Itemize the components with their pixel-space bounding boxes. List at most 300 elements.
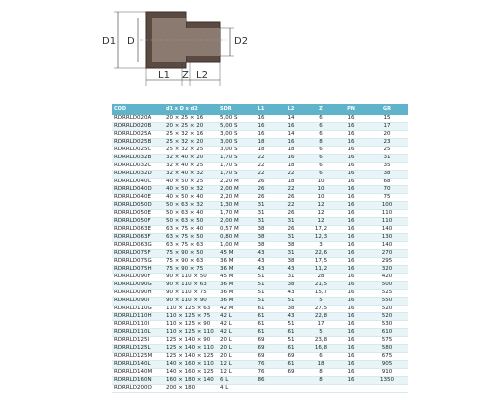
table-row	[112, 265, 408, 273]
table-cell-gr: 110	[366, 210, 408, 218]
table-cell-sdr: 36 M	[218, 265, 246, 273]
table-row	[112, 218, 408, 226]
table-cell-code: RDRRLD063E	[112, 226, 164, 234]
table-cell-gr: 15	[366, 115, 408, 122]
table-cell-l2: 16	[276, 138, 306, 146]
table-cell-pn: 16	[336, 353, 366, 361]
table-cell-code: RDRRLD050D	[112, 202, 164, 210]
table-cell-gr: 100	[366, 202, 408, 210]
table-cell-l1: 76	[246, 369, 276, 377]
table-cell-gr: 610	[366, 329, 408, 337]
table-row	[112, 154, 408, 162]
table-cell-sdr: 2,00 M	[218, 186, 246, 194]
table-cell-dim: 200 × 180	[164, 384, 218, 392]
table-cell-sdr: 42 L	[218, 313, 246, 321]
table-cell-pn: 16	[336, 170, 366, 178]
table-cell-l2: 43	[276, 289, 306, 297]
table-cell-dim: 32 × 40 × 32	[164, 170, 218, 178]
table-cell-dim: 25 × 32 × 16	[164, 130, 218, 138]
table-cell-l1: 51	[246, 281, 276, 289]
table-cell-gr: 140	[366, 226, 408, 234]
table-cell-pn: 16	[336, 138, 366, 146]
table-cell-code: RDRRLD032D	[112, 170, 164, 178]
table-cell-code: RDRRLD090I	[112, 297, 164, 305]
table-cell-dim: 20 × 25 × 20	[164, 122, 218, 130]
table-row	[112, 115, 408, 122]
table-cell-gr: 575	[366, 337, 408, 345]
table-cell-gr: 17	[366, 122, 408, 130]
table-cell-gr: 110	[366, 218, 408, 226]
table-cell-pn: 16	[336, 210, 366, 218]
table-cell-dim: 110 × 125 × 75	[164, 313, 218, 321]
table-cell-sdr: 5,00 S	[218, 115, 246, 122]
table-cell-l1: 43	[246, 249, 276, 257]
table-cell-gr: 70	[366, 186, 408, 194]
table-cell-gr: 905	[366, 361, 408, 369]
table-cell-l1	[246, 384, 276, 392]
table-cell-pn: 16	[336, 115, 366, 122]
table-row	[112, 226, 408, 234]
table-cell-gr: 550	[366, 297, 408, 305]
table-row	[112, 337, 408, 345]
table-cell-dim: 110 × 125 × 63	[164, 305, 218, 313]
table-cell-gr: 530	[366, 321, 408, 329]
table-cell-dim: 90 × 110 × 75	[164, 289, 218, 297]
table-cell-dim: 75 × 90 × 50	[164, 249, 218, 257]
table-row	[112, 202, 408, 210]
table-cell-l2: 43	[276, 313, 306, 321]
table-cell-dim: 50 × 63 × 32	[164, 202, 218, 210]
table-cell-l1: 51	[246, 273, 276, 281]
table-cell-pn: 16	[336, 297, 366, 305]
table-cell-l2: 16	[276, 122, 306, 130]
table-cell-pn: 16	[336, 130, 366, 138]
table-cell-dim: 63 × 75 × 50	[164, 234, 218, 242]
table-cell-gr: 23	[366, 138, 408, 146]
table-cell-l2: 61	[276, 329, 306, 337]
table-row	[112, 273, 408, 281]
table-cell-sdr: 1,00 M	[218, 242, 246, 250]
table-cell-dim: 90 × 110 × 50	[164, 273, 218, 281]
table-cell-z	[306, 384, 336, 392]
table-cell-dim: 40 × 50 × 32	[164, 186, 218, 194]
table-cell-dim: 140 × 160 × 110	[164, 361, 218, 369]
table-cell-sdr: 45 M	[218, 273, 246, 281]
table-cell-pn: 16	[336, 281, 366, 289]
table-cell-code: RDRRLD090F	[112, 273, 164, 281]
table-cell-l1: 22	[246, 170, 276, 178]
table-row	[112, 384, 408, 392]
table-cell-l2: 61	[276, 345, 306, 353]
table-cell-code: RDRRLD040E	[112, 194, 164, 202]
table-cell-sdr: 36 M	[218, 289, 246, 297]
table-cell-sdr: 12 L	[218, 361, 246, 369]
table-cell-l1: 69	[246, 337, 276, 345]
table-cell-l1: 16	[246, 130, 276, 138]
table-cell-dim: 125 × 140 × 125	[164, 353, 218, 361]
table-cell-code: RDRRLD200O	[112, 384, 164, 392]
table-cell-code: RDRRLD160N	[112, 376, 164, 384]
table-cell-z: 6	[306, 122, 336, 130]
table-cell-l1: 38	[246, 226, 276, 234]
table-cell-sdr: 1,70 S	[218, 162, 246, 170]
table-cell-sdr: 2,00 M	[218, 218, 246, 226]
table-cell-pn: 16	[336, 249, 366, 257]
table-cell-pn: 16	[336, 154, 366, 162]
table-cell-l2: 31	[276, 249, 306, 257]
table-cell-l2: 22	[276, 170, 306, 178]
table-cell-sdr: 1,70 S	[218, 154, 246, 162]
table-cell-pn: 16	[336, 313, 366, 321]
table-cell-code: RDRRLD090H	[112, 289, 164, 297]
table-cell-z: 6	[306, 353, 336, 361]
table-cell-dim: 63 × 75 × 40	[164, 226, 218, 234]
table-row	[112, 329, 408, 337]
table-cell-code: RDRRLD075H	[112, 265, 164, 273]
table-cell-pn: 16	[336, 321, 366, 329]
table-cell-pn: 16	[336, 329, 366, 337]
table-cell-z: 23,8	[306, 337, 336, 345]
table-cell-dim: 40 × 50 × 40	[164, 194, 218, 202]
table-cell-z: 5	[306, 297, 336, 305]
table-row	[112, 281, 408, 289]
table-cell-l2: 38	[276, 305, 306, 313]
table-cell-dim: 160 × 180 × 140	[164, 376, 218, 384]
table-cell-sdr: 36 M	[218, 257, 246, 265]
table-row	[112, 130, 408, 138]
table-cell-pn: 16	[336, 178, 366, 186]
table-cell-l1: 61	[246, 329, 276, 337]
table-cell-code: RDRRLD050E	[112, 210, 164, 218]
table-cell-sdr: 42 L	[218, 329, 246, 337]
table-row	[112, 321, 408, 329]
table-row	[112, 138, 408, 146]
table-row	[112, 146, 408, 154]
table-cell-z: 12	[306, 218, 336, 226]
table-row	[112, 313, 408, 321]
table-cell-z: 18	[306, 361, 336, 369]
table-cell-gr: 140	[366, 242, 408, 250]
table-cell-z: 15,7	[306, 289, 336, 297]
table-cell-l1: 61	[246, 313, 276, 321]
table-cell-gr: 520	[366, 313, 408, 321]
table-row	[112, 369, 408, 377]
table-cell-gr: 270	[366, 249, 408, 257]
table-cell-l1: 22	[246, 154, 276, 162]
header-code: COD	[112, 104, 164, 115]
table-cell-pn: 16	[336, 376, 366, 384]
table-cell-z: 12	[306, 210, 336, 218]
table-cell-sdr: 36 M	[218, 297, 246, 305]
table-cell-l1: 26	[246, 194, 276, 202]
table-row	[112, 289, 408, 297]
table-cell-z: 6	[306, 146, 336, 154]
table-cell-l2: 69	[276, 369, 306, 377]
table-cell-dim: 25 × 32 × 25	[164, 146, 218, 154]
table-cell-l2: 51	[276, 321, 306, 329]
table-cell-pn	[336, 384, 366, 392]
table-row	[112, 345, 408, 353]
l2-label: L2	[196, 70, 208, 81]
table-cell-pn: 16	[336, 218, 366, 226]
table-cell-pn: 16	[336, 194, 366, 202]
table-cell-pn: 16	[336, 186, 366, 194]
header-gr: GR	[366, 104, 408, 115]
table-cell-l2: 31	[276, 234, 306, 242]
table-cell-z: 10	[306, 178, 336, 186]
table-cell-dim: 125 × 140 × 90	[164, 337, 218, 345]
header-l2: L2	[276, 104, 306, 115]
table-cell-sdr: 20 L	[218, 337, 246, 345]
table-cell-l1: 43	[246, 257, 276, 265]
table-row	[112, 376, 408, 384]
table-cell-pn: 16	[336, 122, 366, 130]
table-cell-pn: 16	[336, 345, 366, 353]
table-row	[112, 249, 408, 257]
table-cell-l1: 31	[246, 210, 276, 218]
table-cell-z: 10	[306, 194, 336, 202]
table-cell-sdr: 0,80 M	[218, 234, 246, 242]
table-cell-code: RDRRLD110I	[112, 321, 164, 329]
table-row	[112, 297, 408, 305]
table-row	[112, 170, 408, 178]
table-cell-code: RDRRLD075F	[112, 249, 164, 257]
table-cell-code: RDRRLD125L	[112, 345, 164, 353]
table-cell-code: RDRRLD032C	[112, 162, 164, 170]
table-cell-l1: 51	[246, 289, 276, 297]
table-cell-code: RDRRLD075G	[112, 257, 164, 265]
table-cell-sdr: 5,00 S	[218, 122, 246, 130]
table-cell-z: 17,5	[306, 257, 336, 265]
table-cell-l1: 38	[246, 234, 276, 242]
table-cell-sdr: 3,00 S	[218, 130, 246, 138]
table-cell-l1: 18	[246, 138, 276, 146]
table-cell-code: RDRRLD025A	[112, 130, 164, 138]
table-cell-code: RDRRLD110H	[112, 313, 164, 321]
table-cell-pn: 16	[336, 305, 366, 313]
table-cell-z: 6	[306, 115, 336, 122]
table-row	[112, 194, 408, 202]
table-cell-sdr: 1,30 M	[218, 202, 246, 210]
table-cell-code: RDRRLD063F	[112, 234, 164, 242]
table-cell-pn: 16	[336, 202, 366, 210]
table-cell-l2: 51	[276, 297, 306, 305]
table-row	[112, 361, 408, 369]
table-cell-dim: 110 × 125 × 90	[164, 321, 218, 329]
table-cell-sdr: 3,00 S	[218, 146, 246, 154]
table-cell-l1: 26	[246, 178, 276, 186]
table-row	[112, 242, 408, 250]
table-cell-l2: 14	[276, 130, 306, 138]
table-cell-l2	[276, 384, 306, 392]
table-row	[112, 257, 408, 265]
table-cell-gr: 910	[366, 369, 408, 377]
table-row	[112, 162, 408, 170]
table-cell-code: RDRRLD110G	[112, 305, 164, 313]
table-cell-dim: 140 × 160 × 125	[164, 369, 218, 377]
table-cell-pn: 16	[336, 289, 366, 297]
table-cell-l2	[276, 376, 306, 384]
table-cell-sdr: 20 L	[218, 353, 246, 361]
table-cell-gr: 20	[366, 130, 408, 138]
table-cell-l1: 61	[246, 305, 276, 313]
table-cell-gr: 500	[366, 281, 408, 289]
table-cell-l1: 43	[246, 265, 276, 273]
table-cell-gr: 68	[366, 178, 408, 186]
table-cell-l2: 18	[276, 162, 306, 170]
table-cell-sdr: 12 L	[218, 369, 246, 377]
table-cell-dim: 110 × 125 × 110	[164, 329, 218, 337]
table-cell-gr: 35	[366, 162, 408, 170]
table-cell-dim: 20 × 25 × 16	[164, 115, 218, 122]
table-cell-gr: 75	[366, 194, 408, 202]
table-cell-l2: 22	[276, 202, 306, 210]
table-cell-z: 6	[306, 154, 336, 162]
table-cell-l1: 26	[246, 186, 276, 194]
table-row	[112, 234, 408, 242]
table-cell-l2: 61	[276, 361, 306, 369]
table-cell-sdr: 1,70 M	[218, 210, 246, 218]
table-cell-pn: 16	[336, 242, 366, 250]
table-cell-gr: 420	[366, 273, 408, 281]
table-cell-code: RDRRLD040D	[112, 186, 164, 194]
table-cell-z: 6	[306, 130, 336, 138]
table-cell-sdr: 4 L	[218, 384, 246, 392]
table-cell-z: 16,8	[306, 345, 336, 353]
d1-label: D1	[102, 36, 117, 47]
table-cell-z: 6	[306, 162, 336, 170]
table-row	[112, 210, 408, 218]
table-cell-z: 17	[306, 321, 336, 329]
table-cell-z: 12	[306, 202, 336, 210]
table-cell-code: RDRRLD090G	[112, 281, 164, 289]
table-cell-code: RDRRLD025C	[112, 146, 164, 154]
header-l1: L1	[246, 104, 276, 115]
table-cell-z: 8	[306, 138, 336, 146]
table-cell-code: RDRRLD140L	[112, 361, 164, 369]
table-cell-sdr: 1,70 S	[218, 170, 246, 178]
table-cell-l2: 38	[276, 257, 306, 265]
table-cell-dim: 32 × 40 × 20	[164, 154, 218, 162]
table-cell-code: RDRRLD032B	[112, 154, 164, 162]
table-cell-dim: 125 × 140 × 110	[164, 345, 218, 353]
table-cell-l2: 22	[276, 186, 306, 194]
table-cell-l1: 16	[246, 115, 276, 122]
table-cell-sdr: 20 L	[218, 345, 246, 353]
table-cell-gr: 675	[366, 353, 408, 361]
l1-label: L1	[158, 70, 170, 81]
table-cell-l2: 18	[276, 146, 306, 154]
table-cell-z: 6	[306, 170, 336, 178]
table-cell-pn: 16	[336, 234, 366, 242]
table-cell-z: 8	[306, 369, 336, 377]
header-pn: PN	[336, 104, 366, 115]
table-cell-pn: 16	[336, 226, 366, 234]
table-cell-sdr: 42 M	[218, 305, 246, 313]
table-cell-gr: 38	[366, 170, 408, 178]
table-cell-gr: 295	[366, 257, 408, 265]
table-cell-pn: 16	[336, 337, 366, 345]
table-cell-dim: 32 × 40 × 25	[164, 162, 218, 170]
table-cell-gr: 1350	[366, 376, 408, 384]
table-cell-dim: 40 × 50 × 25	[164, 178, 218, 186]
table-cell-code: RDRRLD050F	[112, 218, 164, 226]
reducer-technical-drawing	[100, 0, 270, 92]
table-cell-l1: 16	[246, 122, 276, 130]
table-cell-l1: 18	[246, 146, 276, 154]
table-cell-dim: 75 × 90 × 63	[164, 257, 218, 265]
table-header-row	[112, 104, 408, 115]
table-cell-l1: 51	[246, 297, 276, 305]
reducer-specifications-table	[112, 104, 408, 393]
table-cell-l1: 38	[246, 242, 276, 250]
table-cell-pn: 16	[336, 369, 366, 377]
table-cell-sdr: 2,20 M	[218, 178, 246, 186]
table-cell-z: 11,2	[306, 265, 336, 273]
table-cell-gr: 320	[366, 265, 408, 273]
table-cell-dim: 50 × 63 × 40	[164, 210, 218, 218]
table-cell-gr: 525	[366, 289, 408, 297]
table-cell-l2: 14	[276, 115, 306, 122]
table-row	[112, 178, 408, 186]
table-cell-z: 22,6	[306, 249, 336, 257]
table-cell-z: 3	[306, 242, 336, 250]
table-cell-z: 21,5	[306, 281, 336, 289]
table-cell-sdr: 2,20 M	[218, 194, 246, 202]
table-cell-code: RDRRLD125I	[112, 337, 164, 345]
table-cell-pn: 16	[336, 361, 366, 369]
table-cell-sdr: 0,57 M	[218, 226, 246, 234]
table-cell-z: 28	[306, 273, 336, 281]
table-cell-dim: 63 × 75 × 63	[164, 242, 218, 250]
table-cell-gr	[366, 384, 408, 392]
table-row	[112, 353, 408, 361]
table-cell-z: 27,5	[306, 305, 336, 313]
table-row	[112, 122, 408, 130]
table-cell-l2: 26	[276, 210, 306, 218]
table-cell-gr: 31	[366, 154, 408, 162]
table-cell-l2: 26	[276, 194, 306, 202]
table-cell-code: RDRRLD140M	[112, 369, 164, 377]
table-row	[112, 305, 408, 313]
table-cell-dim: 25 × 32 × 20	[164, 138, 218, 146]
table-cell-l2: 43	[276, 265, 306, 273]
table-cell-code: RDRRLD020A	[112, 115, 164, 122]
table-cell-l1: 69	[246, 345, 276, 353]
table-cell-pn: 16	[336, 146, 366, 154]
table-cell-gr: 520	[366, 305, 408, 313]
table-cell-gr: 25	[366, 146, 408, 154]
d2-label: D2	[234, 36, 249, 47]
table-cell-z: 22,8	[306, 313, 336, 321]
table-cell-l1: 69	[246, 353, 276, 361]
table-cell-dim: 90 × 110 × 63	[164, 281, 218, 289]
table-cell-gr: 130	[366, 234, 408, 242]
table-cell-code: RDRRLD063G	[112, 242, 164, 250]
table-cell-z: 12,3	[306, 234, 336, 242]
z-label: Z	[182, 70, 189, 81]
table-cell-z: 5	[306, 329, 336, 337]
d-label: D	[127, 36, 135, 47]
table-cell-z: 8	[306, 376, 336, 384]
table-cell-pn: 16	[336, 273, 366, 281]
table-cell-l2: 38	[276, 281, 306, 289]
table-cell-code: RDRRLD025B	[112, 138, 164, 146]
table-cell-z: 10	[306, 186, 336, 194]
table-cell-code: RDRRLD020B	[112, 122, 164, 130]
table-cell-l2: 69	[276, 353, 306, 361]
table-cell-l2: 31	[276, 273, 306, 281]
